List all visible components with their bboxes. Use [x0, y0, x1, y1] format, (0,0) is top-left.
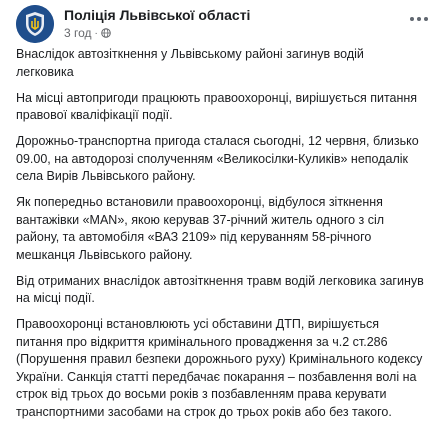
- more-dot: [424, 17, 428, 21]
- more-dot: [410, 17, 414, 21]
- globe-icon: [101, 28, 111, 38]
- meta-separator: ·: [94, 27, 98, 39]
- page-name-link[interactable]: Поліція Львівської області: [64, 7, 251, 23]
- post-header: [16, 5, 437, 45]
- post-paragraph: Дорожньо-транспортна пригода сталася сьогодні, 12 червня, близько 09.00, на автодорозі сполученням «Великосілки-Куликів» неподалік села Вирів Львівського району.: [16, 134, 419, 183]
- post-paragraph: Внаслідок автозіткнення у Львівському районі загинув водій легковика: [16, 47, 364, 79]
- post-time-link[interactable]: 3 год: [64, 26, 92, 40]
- post-paragraph: Правоохоронці встановлюють усі обставини ДТП, вирішується питання про відкриття кримінального провадження за ч.2 ст.286 (Порушення правил безпеки дорожнього руху) Кримінального кодексу України. Санкція статті передбачає покарання – позбавлення волі на строк від трьох до восьми років з позбавленням права керувати транспортними засобами на строк до трьох років або без такого.: [16, 317, 423, 419]
- more-options-button[interactable]: [405, 9, 433, 29]
- post-paragraph: На місці автопригоди працюють правоохоронці, вирішується питання правової кваліфікації події.: [16, 90, 418, 122]
- post-paragraph: Від отриманих внаслідок автозіткнення травм водій легковика загинув на місці події.: [16, 273, 424, 305]
- police-emblem-icon: [16, 5, 54, 43]
- post-meta: [64, 26, 111, 40]
- more-dot: [417, 17, 421, 21]
- page-avatar[interactable]: [16, 5, 54, 43]
- post-body: [16, 46, 424, 430]
- post-paragraph: Як попередньо встановили правоохоронці, відбулося зіткнення вантажівки «MAN», якою керував 37-річний житель одного з сіл району, та автомобіля «ВАЗ 2109» під керуванням 58-річного мешканця Львівського району.: [16, 195, 385, 262]
